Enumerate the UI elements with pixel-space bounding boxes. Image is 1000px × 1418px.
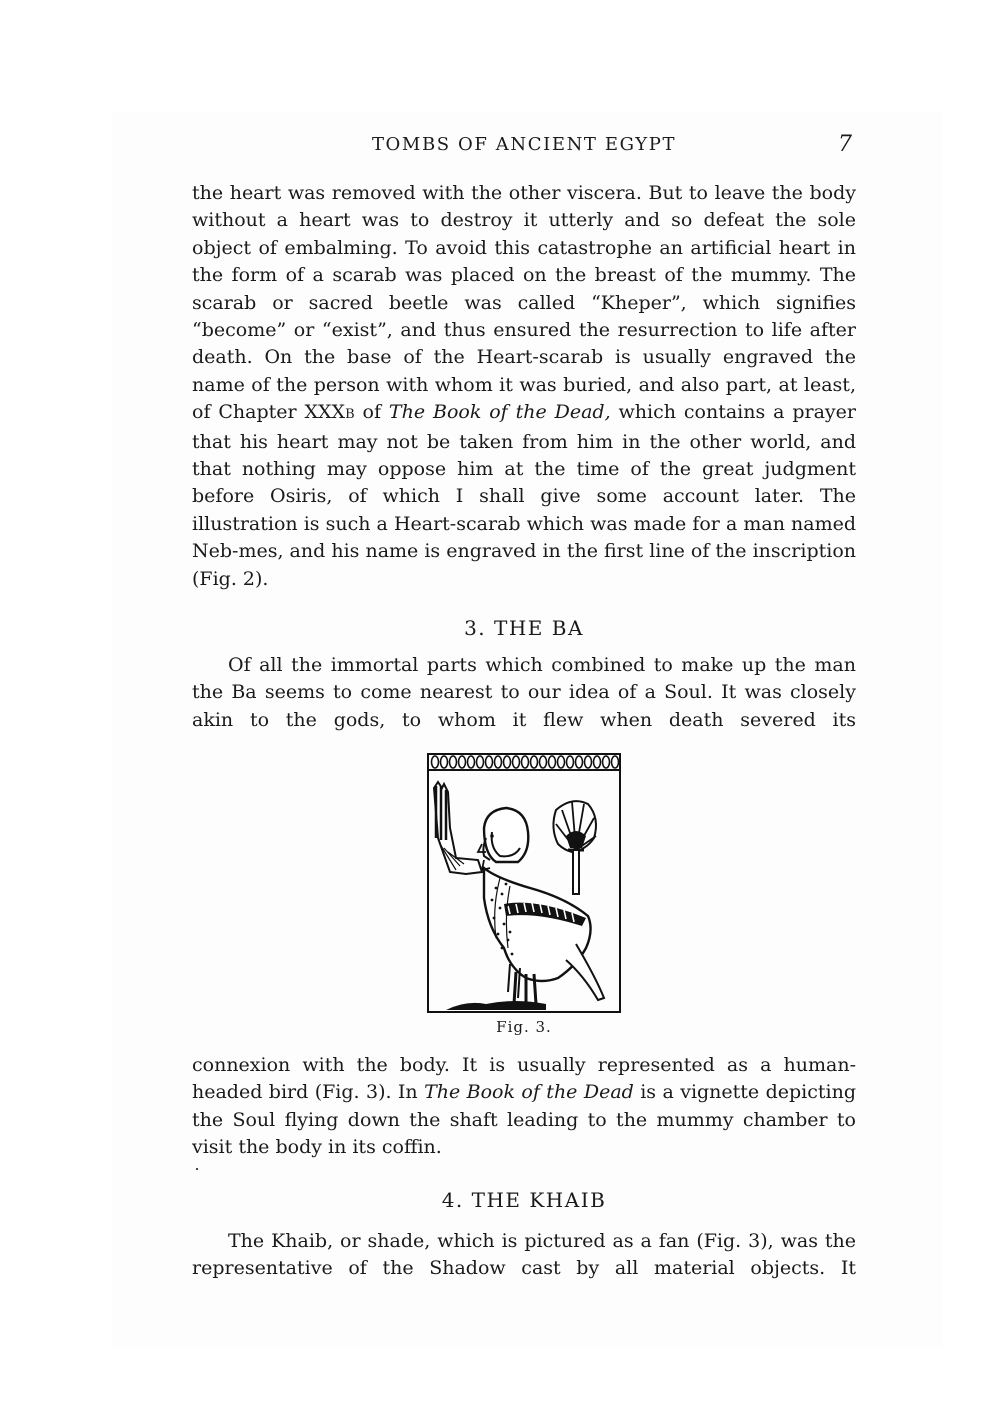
section-heading-ba: 3. THE BA bbox=[464, 616, 584, 640]
page-header bbox=[192, 134, 856, 164]
p3-text-a: connexion with the body. It is usually represented as a human-headed bird (Fig. 3). In bbox=[192, 1054, 856, 1104]
paragraph-khaib: The Khaib, or shade, which is pictured as a fan (Fig. 3), was the representative of the Shadow cast by all material objects. It bbox=[192, 1230, 856, 1280]
stray-mark bbox=[196, 1168, 198, 1170]
p1-of: of bbox=[354, 401, 389, 424]
book-title-italic-2: The Book of the Dead bbox=[424, 1081, 634, 1104]
figure-caption: Fig. 3. bbox=[496, 1018, 552, 1036]
paragraph-ba-representation bbox=[192, 1052, 856, 1162]
running-head: TOMBS OF ANCIENT EGYPT bbox=[371, 134, 677, 155]
paragraph-ba: Of all the immortal parts which combined to make up the man the Ba seems to come nearest to our idea of a Soul. It was closely akin to the gods, to whom it flew when death severed its bbox=[192, 654, 856, 731]
paragraph-heart-scarab bbox=[192, 180, 856, 593]
p1-tail: which contains a prayer that his heart may not be taken from him in the other world, and that nothing may oppose him at the time of the great judgment before Osiris, of which I shall give some account later. The illustration is such a Heart-scarab which was made for a man named Neb-mes, and his name is engraved in the first line of the inscription (Fig. 2). bbox=[192, 401, 856, 590]
p3-text-b: is a vignette depicting the Soul flying down the shaft leading to the mummy chamber to visit the body in its coffin. bbox=[192, 1081, 856, 1159]
p1-text: the heart was removed with the other viscera. But to leave the body without a heart was to destroy it utterly and so defeat the sole object of embalming. To avoid this catastrophe an artificial heart in the form of a scarab was placed on the breast of the mummy. The scarab or sacred beetle was called “Kheper”, which signifies “become” or “exist”, and thus ensured the resurrection to life after death. On the base of the Heart-scarab is usually engraved the name of the person with whom it was buried, and also part, at least, of Chapter XXX bbox=[192, 182, 856, 424]
book-title-italic: The Book of the Dead, bbox=[388, 401, 611, 424]
page-number: 7 bbox=[838, 132, 852, 157]
chapter-suffix: B bbox=[345, 407, 355, 423]
section-heading-khaib: 4. THE KHAIB bbox=[441, 1188, 607, 1212]
ba-bird-illustration bbox=[426, 748, 622, 1016]
